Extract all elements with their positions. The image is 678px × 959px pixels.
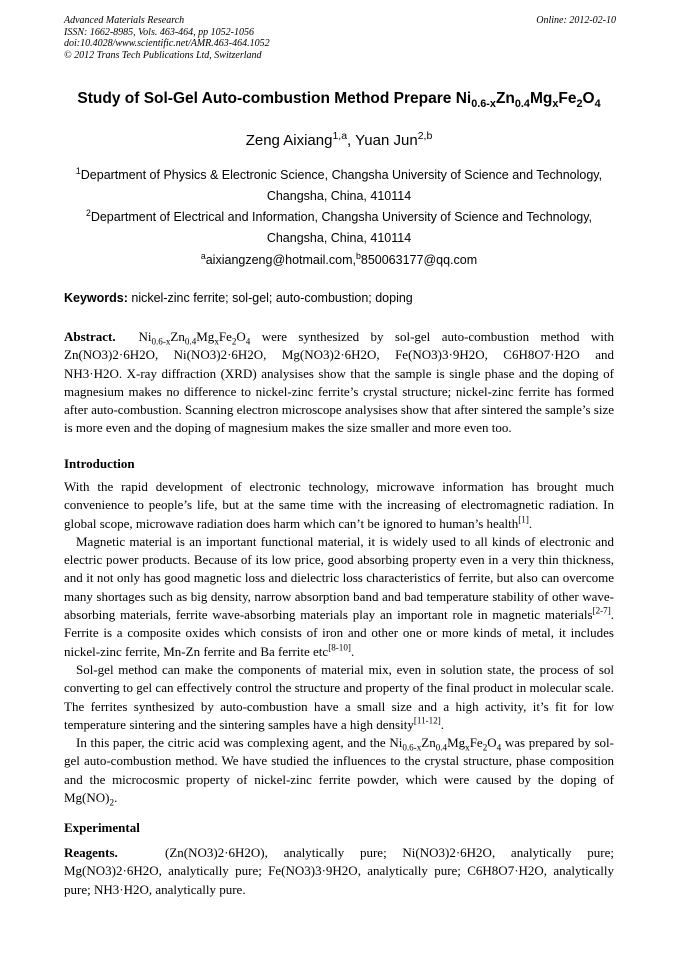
reagents-paragraph: Reagents. (Zn(NO3)2·6H2O), analytically pure; Ni(NO3)2·6H2O, analytically pure; Mg(NO3)2·6H2O, analytically pure; Fe(NO3)3·9H2O, analytically pure; C6H8O7·H2O, analytically pure; NH3·H2O, analytically pure. — [64, 845, 614, 897]
doi-line: doi:10.4028/www.scientific.net/AMR.463-464.1052 — [64, 38, 270, 49]
paper-title: Study of Sol-Gel Auto-combustion Method Prepare $Ni_{0.6-x}Zn_{0.4}Mg_xFe_2O_4$ — [77, 90, 601, 111]
journal-name: Advanced Materials Research — [64, 15, 185, 26]
email-b: 850063177@qq.com — [360, 253, 478, 267]
experimental-heading: Experimental — [64, 820, 140, 835]
author-list: Zeng Aixiang$^{1,a}$, Yuan Jun$^{2,b}$ — [245, 130, 433, 149]
introduction-heading: Introduction — [64, 456, 135, 471]
affiliation-1: $^1$Department of Physics & Electronic Science, Changsha University of Science and Technology, Changsha, China, 410114 — [75, 165, 603, 203]
issn-line: ISSN: 1662-8985, Vols. 463-464, pp 1052-1056 — [64, 26, 254, 38]
abstract: Abstract. $Ni_{0.6-x}Zn_{0.4}Mg_xFe_2O_4$ were synthesized by sol-gel auto-combustion method with Zn(NO3)2·6H2O, Ni(NO3)2·6H2O, Mg(NO3)2·6H2O, Fe(NO3)3·9H2O, C6H8O7·H2O and NH3·H2O. X-ray diffraction (XRD) analysises show that the sample is single phase and the doping of magnesium makes no difference to nickel-zinc ferrite’s crystal structure; nickel-zinc ferrite has formed after auto-combustion. Scanning electron microscope analysises show that after sintered the sample’s size is more even and the doping of magnesium makes the size smaller and more even too. — [64, 329, 615, 436]
intro-paragraph-2: Magnetic material is an important functional material, it is widely used to all kinds of electronic and electric power products. Because of its low price, good absorbing property even in a very thin thickness, and it not only has good magnetic loss and dielectric loss characteristics of ferrite, but also can overcome many shortages such as big density, narrow absorption band and bad temperature stability of other wave-absorbing materials, ferrite wave-absorbing materials play an important role in magnetic materials[2-7]. Ferrite is a composite oxides which consists of iron and other one or more kinds of metal, it includes nickel-zinc ferrite, Mn-Zn ferrite and Ba ferrite etc[8-10]. — [64, 533, 614, 659]
author-2: Yuan Jun — [355, 132, 418, 149]
email-line: $^a$aixiangzeng@hotmail.com,$^b$850063177@qq.com — [200, 250, 478, 267]
copyright-line: © 2012 Trans Tech Publications Ltd, Switzerland — [64, 49, 262, 61]
intro-paragraph-3: Sol-gel method can make the components of material mix, even in solution state, the process of sol converting to gel can effectively control the structure and property of the final product in molecular scale. The ferrites synthesized by auto-combustion have a small size and a high activity, it’s fit for low temperature sintering and the sintering samples have a high density[11-12]. — [64, 661, 614, 732]
affiliation-2: $^2$Department of Electrical and Information, Changsha University of Science and Technology, Changsha, China, 410114 — [85, 207, 593, 245]
introduction-body — [64, 478, 614, 807]
intro-paragraph-1: With the rapid development of electronic technology, microwave information has brought much convenience to people’s life, but at the same time with the increasing of electromagnetic radiation. In global scope, microwave radiation does harm which can’t be ignored to human’s health[1]. — [64, 479, 614, 531]
online-date: Online: 2012-02-10 — [536, 15, 616, 26]
email-a: aixiangzeng@hotmail.com, — [205, 253, 356, 267]
author-1: Zeng Aixiang — [245, 132, 333, 149]
intro-paragraph-4: In this paper, the citric acid was complexing agent, and the $Ni_{0.6-x}Zn_{0.4}Mg_xFe_2O_4$ was prepared by sol-gel auto-combustion method. We have studied the influences to the crystal structure, phase composition and the microcosmic property of nickel-zinc ferrite powder, which were caused by the doping of $Mg(NO)_2$. — [64, 735, 614, 808]
keywords: Keywords: nickel-zinc ferrite; sol-gel; auto-combustion; doping — [64, 291, 413, 305]
journal-header — [64, 15, 616, 61]
